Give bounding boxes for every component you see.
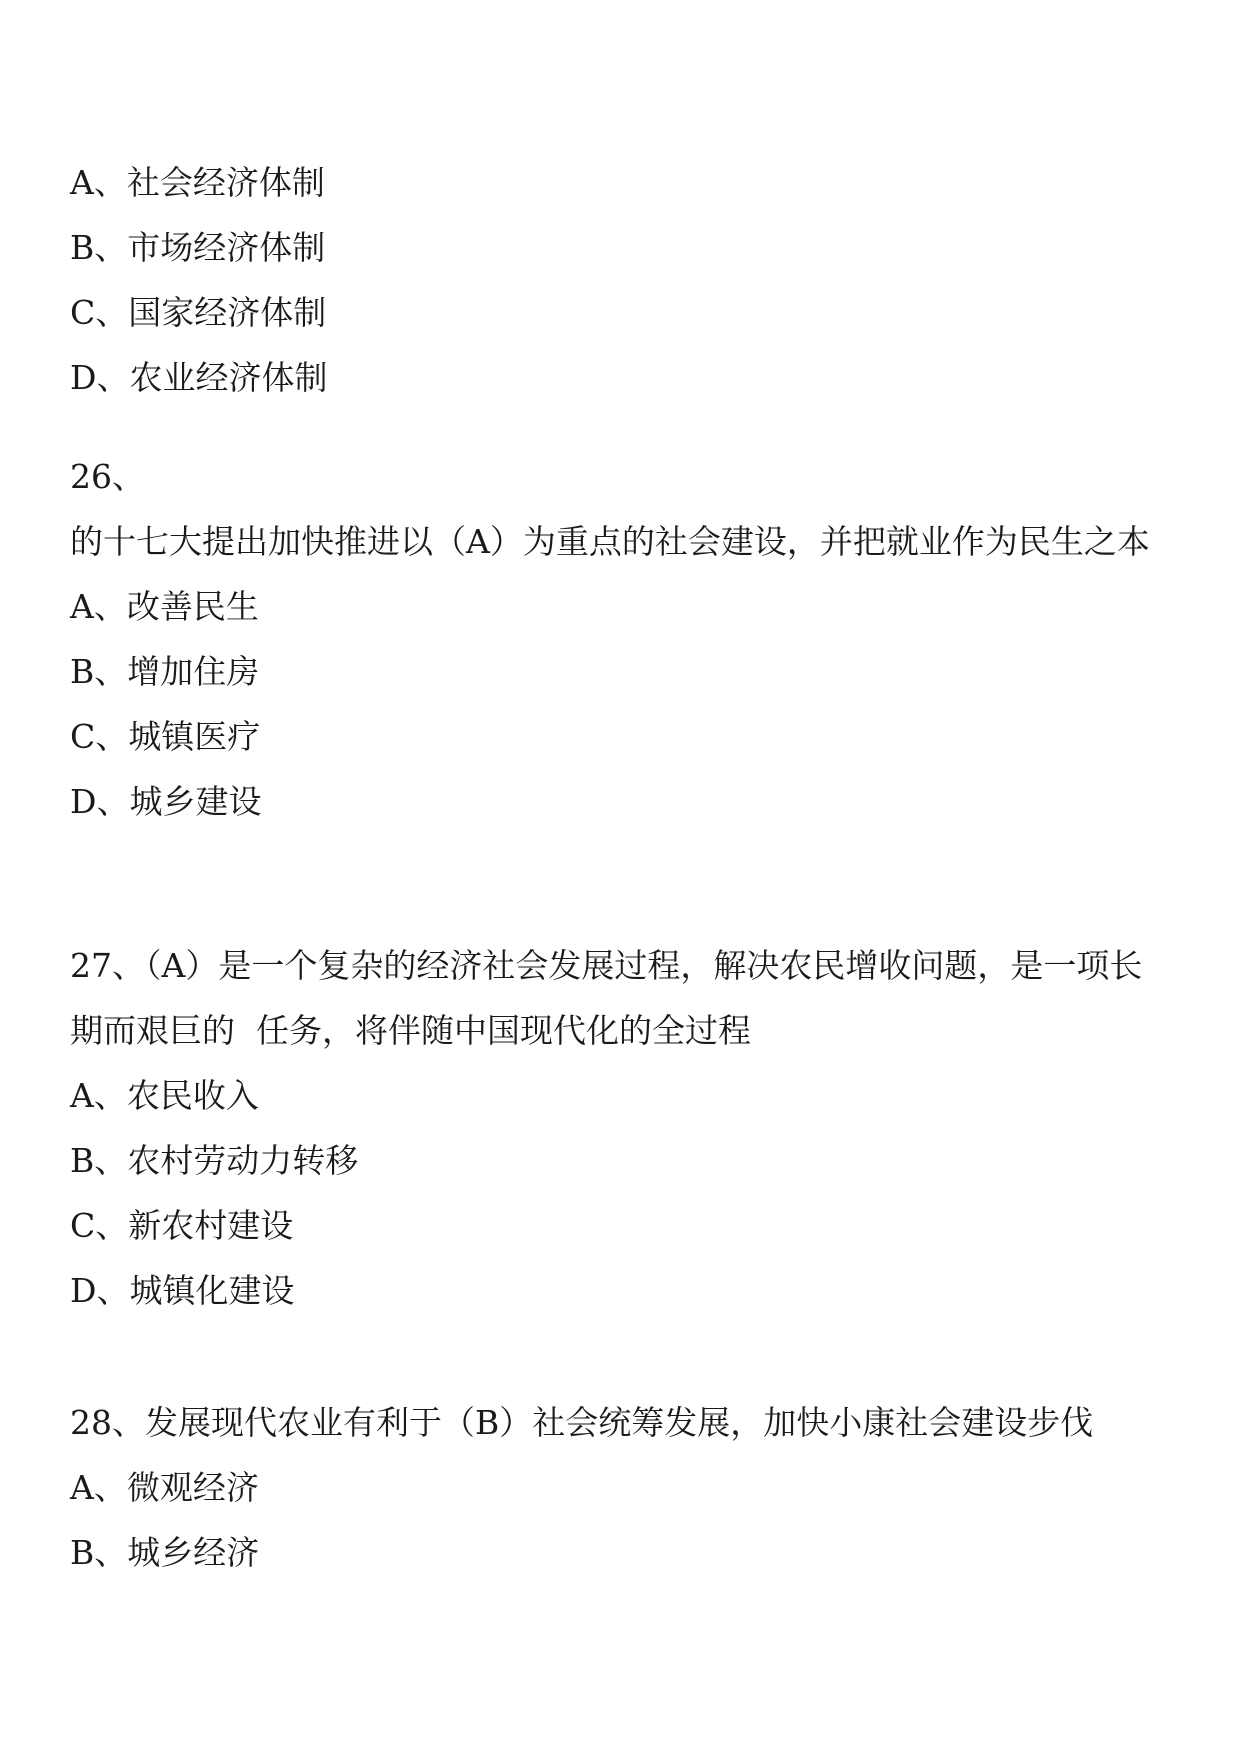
q25-option-b: B、市场经济体制	[70, 228, 326, 267]
q28-option-b: B、城乡经济	[70, 1533, 260, 1572]
q25-option-a: A、社会经济体制	[70, 163, 325, 202]
q28-option-a: A、微观经济	[70, 1468, 259, 1507]
q27-option-d: D、城镇化建设	[70, 1271, 295, 1310]
q27-option-c: C、新农村建设	[70, 1206, 294, 1245]
q26-option-d: D、城乡建设	[70, 782, 262, 821]
q26-stem: 的十七大提出加快推进以（A）为重点的社会建设，并把就业作为民生之本	[70, 522, 1150, 561]
q26-number: 26、	[70, 457, 145, 496]
q26-option-c: C、城镇医疗	[70, 717, 261, 756]
q25-option-c: C、国家经济体制	[70, 293, 327, 332]
q26-option-b: B、增加住房	[70, 652, 260, 691]
q28-stem: 28、发展现代农业有利于（B）社会统筹发展，加快小康社会建设步伐	[70, 1403, 1094, 1442]
q25-option-d: D、农业经济体制	[70, 358, 328, 397]
q27-option-b: B、农村劳动力转移	[70, 1141, 359, 1180]
q26-option-a: A、改善民生	[70, 587, 259, 626]
q27-stem-line2: 期而艰巨的 任务，将伴随中国现代化的全过程	[70, 1011, 751, 1050]
q27-option-a: A、农民收入	[70, 1076, 259, 1115]
q27-stem-line1: 27、（A）是一个复杂的经济社会发展过程，解决农民增收问题，是一项长	[70, 946, 1143, 985]
